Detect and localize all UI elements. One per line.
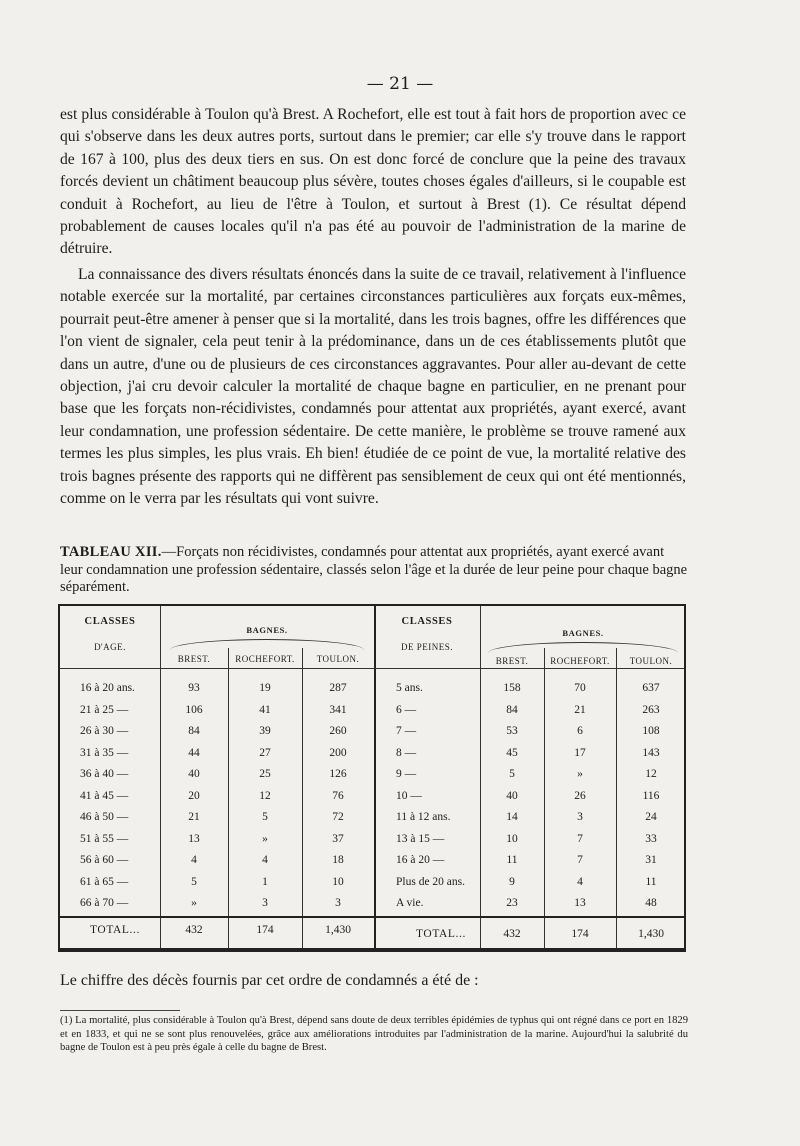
- peine-row-toulon: 12: [645, 768, 657, 780]
- peine-row-rochefort: 70: [574, 682, 586, 694]
- peine-row-toulon: 116: [642, 789, 660, 802]
- age-row-brest: 20: [188, 789, 200, 802]
- peine-row-rochefort: 7: [577, 832, 583, 845]
- age-row-label: 61 à 65 —: [80, 875, 129, 888]
- age-row-brest: 44: [188, 746, 200, 759]
- peine-row-brest: 40: [506, 789, 518, 802]
- age-row-toulon: 10: [332, 875, 344, 888]
- peine-row-brest: 45: [506, 746, 518, 759]
- age-total-brest: 432: [185, 924, 203, 936]
- peine-row-toulon: 33: [645, 832, 657, 845]
- peine-class-subheader: DE PEINES.: [401, 642, 453, 652]
- age-row-brest: 5: [191, 875, 197, 888]
- age-class-header: CLASSES: [84, 616, 136, 627]
- peine-row-toulon: 108: [642, 725, 660, 737]
- peine-row-label: 7 —: [396, 725, 417, 737]
- age-row-label: 66 à 70 —: [80, 897, 129, 909]
- footnote: (1) La mortalité, plus considérable à Toulon qu'à Brest, dépend sans doute de deux terribles épidémies de typhus qui ont régné dans ce port en 1829 et en 1833, et qui ne se sont plus renouvelées, grâce aux améliorations introduites par l'administration de la marine. Aujourd'hui la salubrité du bagne de Toulon est à peu près égale à celle du bagne de Brest.: [60, 1015, 688, 1054]
- peine-row-brest: 9: [509, 875, 515, 888]
- peine-row-rochefort: 4: [577, 875, 583, 888]
- peine-row-label: 5 ans.: [396, 682, 423, 694]
- peine-row-toulon: 143: [642, 746, 660, 759]
- peine-row-brest: 158: [503, 682, 521, 694]
- peine-row-rochefort: 17: [574, 746, 586, 759]
- paragraph-2: La connaissance des divers résultats énoncés dans la suite de ce travail, relativement à l'influence notable exercée sur la mortalité, par certaines circonstances particulières aux forçats eux-mêmes, pourrait peut-être amener à penser que si la mortalité, dans les trois bagnes, offre les différences que l'on vient de signaler, cela peut tenir à la prédominance, dans un de ces établissements plutôt que dans un autre, d'une ou de plusieurs de ces circonstances aggravantes. Pour aller au-devant de cette objection, j'ai cru devoir calculer la mortalité de chaque bagne en particulier, en ne prenant pour base que les forçats non-récidivistes, condamnés pour attentat aux propriétés, ayant exercé, avant leur condamnation, une profession sédentaire. De cette manière, le problème se trouve ramené aux termes les plus simples, les plus vrais. Eh bien! étudiée de ce point de vue, la mortalité relative des trois bagnes présente des rapports qui ne diffèrent pas sensiblement de ceux qui ont été mentionnés, comme on le verra par les résultats qui vont suivre.: [60, 266, 686, 508]
- age-row-rochefort: 5: [262, 811, 268, 823]
- peine-row-toulon: 11: [645, 875, 657, 888]
- age-row-rochefort: 12: [259, 789, 271, 802]
- age-row-toulon: 126: [329, 768, 347, 780]
- peine-row-brest: 14: [506, 811, 518, 823]
- peine-row-rochefort: 13: [574, 897, 586, 909]
- age-row-label: 16 à 20 ans.: [80, 682, 135, 694]
- age-row-rochefort: 4: [262, 854, 268, 866]
- age-row-label: 31 à 35 —: [80, 746, 129, 759]
- brest-header-left: BREST.: [177, 654, 211, 664]
- table-caption-text: —Forçats non récidivistes, condamnés pour attentat aux propriétés, ayant exercé avant leur condamnation une profession sédentaire, classés selon l'âge et la durée de leur peine pour chaque bagne séparément.: [60, 544, 688, 596]
- age-row-brest: 21: [188, 811, 200, 823]
- age-row-rochefort: 41: [259, 703, 271, 716]
- data-table: [58, 604, 686, 952]
- peine-row-label: 16 à 20 —: [396, 854, 445, 866]
- toulon-header-left: TOULON.: [316, 654, 360, 664]
- footnote-rule: [60, 1010, 180, 1011]
- bagnes-brace-right: [488, 642, 678, 653]
- peine-row-toulon: 31: [645, 854, 657, 866]
- age-row-rochefort: 19: [259, 682, 271, 694]
- peine-row-label: 11 à 12 ans.: [396, 811, 451, 823]
- age-row-toulon: 341: [329, 703, 347, 716]
- age-row-toulon: 18: [332, 854, 344, 866]
- peine-row-rochefort: 21: [574, 703, 586, 716]
- peine-row-label: A vie.: [396, 897, 424, 909]
- age-row-brest: 13: [188, 832, 200, 845]
- age-row-rochefort: 39: [259, 725, 271, 737]
- age-row-brest: 4: [191, 854, 197, 866]
- table-header-rule: [60, 668, 684, 669]
- peine-row-brest: 10: [506, 832, 518, 845]
- age-row-label: 36 à 40 —: [80, 768, 129, 780]
- age-row-label: 21 à 25 —: [80, 703, 129, 716]
- age-class-subheader: D'AGE.: [94, 642, 126, 652]
- bagnes-brace-left: [170, 639, 364, 650]
- brest-header-right: BREST.: [495, 656, 529, 666]
- age-total-label: TOTAL...: [90, 924, 140, 936]
- paragraph-1: est plus considérable à Toulon qu'à Brest. A Rochefort, elle est tout à fait hors de proportion avec ce qui s'observe dans les deux autres ports, surtout dans le premier; car elle s'y trouve dans le rapport de 167 à 100, plus des deux tiers en sus. On est donc forcé de conclure que la peine des travaux forcés devient un châtiment beaucoup plus sévère, toutes choses égales d'ailleurs, si le coupable est conduit à Rochefort, au lieu de l'être à Toulon, et surtout à Brest (1). Ce résultat dépend probablement de causes locales qu'il n'a pas été au pouvoir de l'administration de la marine de détruire.: [60, 106, 686, 258]
- peine-row-rochefort: 6: [577, 725, 583, 737]
- age-row-toulon: 287: [329, 682, 347, 694]
- age-row-rochefort: »: [262, 832, 268, 845]
- peine-row-brest: 5: [509, 768, 515, 780]
- age-row-rochefort: 3: [262, 897, 268, 909]
- age-total-rochefort: 174: [256, 924, 274, 936]
- peine-total-toulon: 1,430: [638, 928, 664, 940]
- peine-row-rochefort: 26: [574, 789, 586, 802]
- peine-row-brest: 11: [506, 854, 518, 866]
- peine-row-brest: 53: [506, 725, 518, 737]
- peine-total-label: TOTAL...: [416, 928, 466, 940]
- peine-row-toulon: 24: [645, 811, 657, 823]
- page-number: — 21 —: [366, 74, 434, 94]
- age-row-toulon: 200: [329, 746, 347, 759]
- peine-row-toulon: 48: [645, 897, 657, 909]
- age-row-toulon: 260: [329, 725, 347, 737]
- age-row-label: 51 à 55 —: [80, 832, 129, 845]
- age-row-rochefort: 25: [259, 768, 271, 780]
- peine-row-rochefort: 7: [577, 854, 583, 866]
- age-row-brest: »: [191, 897, 197, 909]
- age-row-label: 41 à 45 —: [80, 789, 129, 802]
- age-row-label: 46 à 50 —: [80, 811, 129, 823]
- peine-row-label: 8 —: [396, 746, 417, 759]
- table-caption-label: TABLEAU XII.: [60, 544, 162, 560]
- peine-total-brest: 432: [503, 928, 521, 940]
- peine-row-label: Plus de 20 ans.: [396, 875, 465, 888]
- rochefort-header-right: ROCHEFORT.: [550, 656, 610, 666]
- bagnes-header-left: BAGNES.: [246, 625, 288, 635]
- peine-row-rochefort: 3: [577, 811, 583, 823]
- table-divider: [374, 606, 376, 948]
- peine-row-brest: 23: [506, 897, 518, 909]
- decease-intro-line: Le chiffre des décès fournis par cet ordre de condamnés a été de :: [60, 972, 479, 989]
- age-row-toulon: 37: [332, 832, 344, 845]
- age-row-brest: 106: [185, 703, 203, 716]
- age-total-toulon: 1,430: [325, 924, 351, 936]
- bagnes-header-right: BAGNES.: [562, 628, 604, 638]
- peine-total-rochefort: 174: [571, 928, 589, 940]
- peine-row-label: 6 —: [396, 703, 417, 716]
- age-row-label: 56 à 60 —: [80, 854, 129, 866]
- peine-class-header: CLASSES: [401, 616, 453, 627]
- age-row-label: 26 à 30 —: [80, 725, 129, 737]
- peine-row-label: 10 —: [396, 789, 422, 802]
- age-row-brest: 84: [188, 725, 200, 737]
- rochefort-header-left: ROCHEFORT.: [235, 654, 295, 664]
- peine-row-label: 13 à 15 —: [396, 832, 445, 845]
- peine-row-toulon: 637: [642, 682, 660, 694]
- age-row-toulon: 72: [332, 811, 344, 823]
- toulon-header-right: TOULON.: [629, 656, 673, 666]
- peine-row-brest: 84: [506, 703, 518, 716]
- peine-row-rochefort: »: [577, 768, 583, 780]
- table-caption: [60, 544, 690, 597]
- age-row-toulon: 76: [332, 789, 344, 802]
- age-row-toulon: 3: [335, 897, 341, 909]
- peine-row-label: 9 —: [396, 768, 417, 780]
- age-row-brest: 40: [188, 768, 200, 780]
- age-row-rochefort: 1: [262, 875, 268, 888]
- peine-row-toulon: 263: [642, 703, 660, 716]
- age-row-rochefort: 27: [259, 746, 271, 759]
- age-row-brest: 93: [188, 682, 200, 694]
- table-total-rule: [60, 916, 684, 918]
